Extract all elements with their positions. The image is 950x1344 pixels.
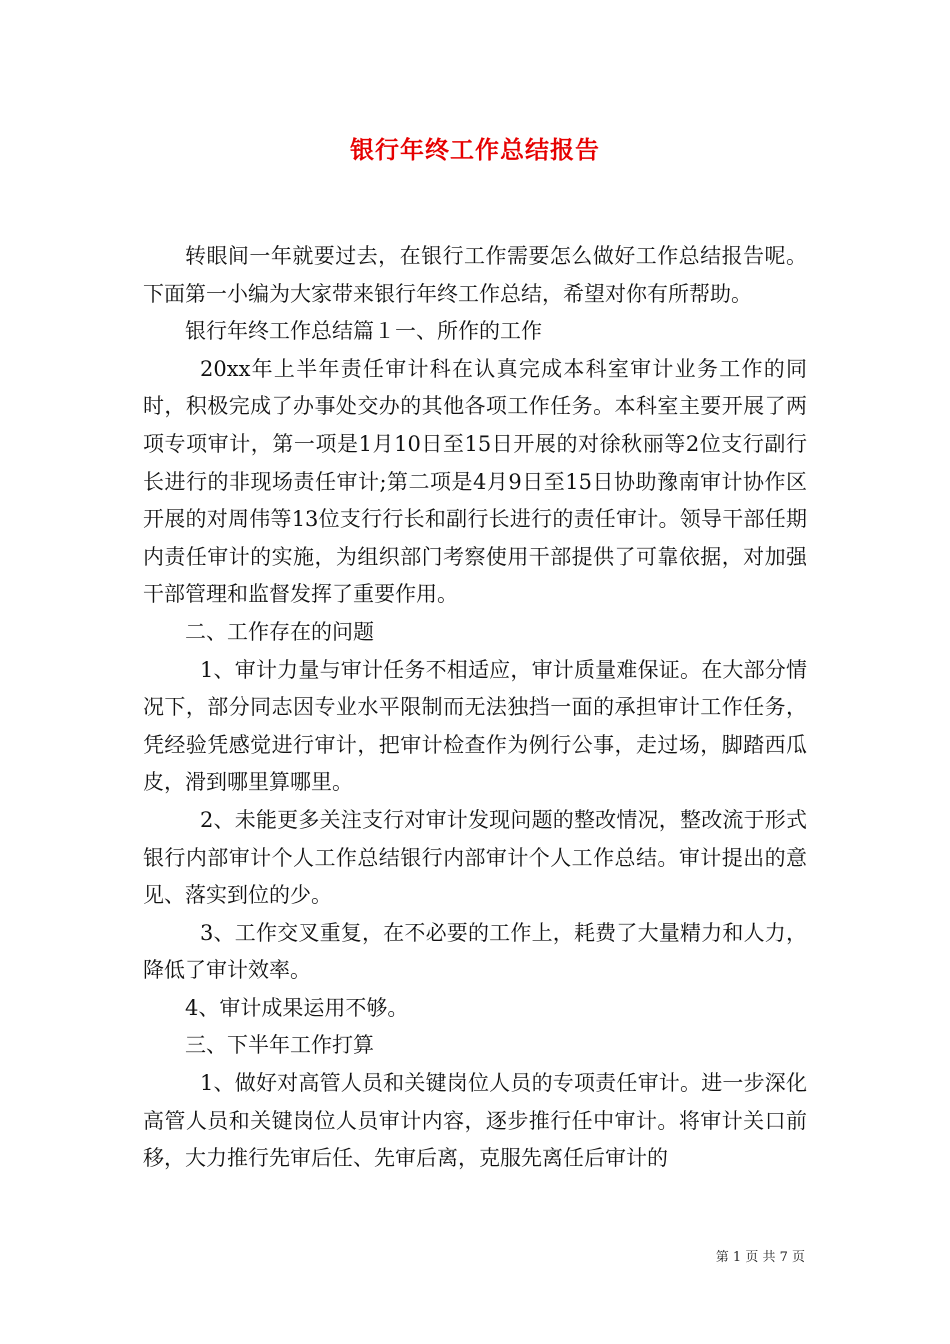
paragraph-problem-2: 2、未能更多关注支行对审计发现问题的整改情况，整改流于形式银行内部审计个人工作总结银行内部审计个人工作总结。审计提出的意见、落实到位的少。 [143,807,807,908]
paragraph-intro: 转眼间一年就要过去，在银行工作需要怎么做好工作总结报告呢。下面第一小编为大家带来银行年终工作总结，希望对你有所帮助。 [143,244,807,306]
paragraph-section-heading-2: 二、工作存在的问题 [185,619,374,644]
paragraph-problem-4: 4、审计成果运用不够。 [185,995,409,1020]
page-number-footer: 第 1 页 共 7 页 [715,1250,805,1265]
document-body [143,238,807,1178]
paragraph-work-done: 20xx年上半年责任审计科在认真完成本科室审计业务工作的同时，积极完成了办事处交办的其他各项工作任务。本科室主要开展了两项专项审计，第一项是1月10日至15日开展的对徐秋丽等2位支行副行长进行的非现场责任审计;第二项是4月9日至15日协助豫南审计协作区开展的对周伟等13位支行行长和副行长进行的责任审计。领导干部任期内责任审计的实施，为组织部门考察使用干部提供了可靠依据，对加强干部管理和监督发挥了重要作用。 [143,356,807,607]
document-title: 银行年终工作总结报告 [350,135,600,164]
paragraph-plan-1: 1、做好对高管人员和关键岗位人员的专项责任审计。进一步深化高管人员和关键岗位人员审计内容，逐步推行任中审计。将审计关口前移，大力推行先审后任、先审后离，克服先离任后审计的 [143,1071,807,1171]
paragraph-section-heading-3: 三、下半年工作打算 [185,1033,374,1058]
paragraph-problem-3: 3、工作交叉重复，在不必要的工作上，耗费了大量精力和人力，降低了审计效率。 [143,920,807,983]
paragraph-problem-1: 1、审计力量与审计任务不相适应，审计质量难保证。在大部分情况下，部分同志因专业水平限制而无法独挡一面的承担审计工作任务，凭经验凭感觉进行审计，把审计检查作为例行公事，走过场，脚踏西瓜皮，滑到哪里算哪里。 [143,657,807,795]
paragraph-section-heading-1: 银行年终工作总结篇１一、所作的工作 [185,319,542,344]
